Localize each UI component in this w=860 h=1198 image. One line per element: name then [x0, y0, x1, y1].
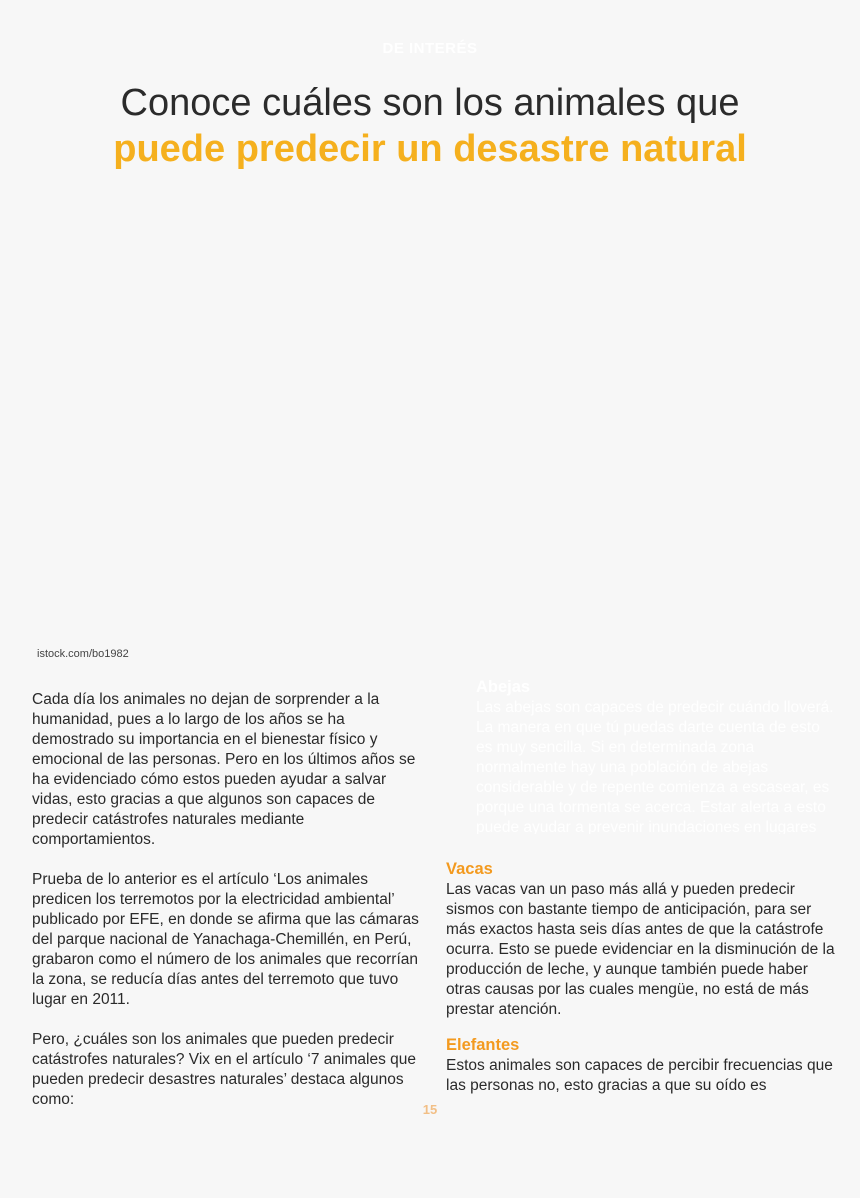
- photo-credit: istock.com/bo1982: [37, 648, 129, 660]
- paragraph-intro: Cada día los animales no dejan de sorprender a la humanidad, pues a lo largo de los años se ha demostrado su importancia en el bienestar físico y emocional de las personas. Pero en los últimos años se ha evidenciado cómo estos pueden ayudar a salvar vidas, esto gracias a que algunos son capaces de predecir catástrofes naturales mediante comportamientos.: [32, 691, 416, 848]
- section-heading-abejas: Abejas: [476, 678, 531, 696]
- section-heading-elefantes: Elefantes: [446, 1036, 520, 1054]
- right-column: [446, 676, 838, 1110]
- left-column: [32, 690, 422, 1130]
- section-body-abejas: Las abejas son capaces de predecir cuándo lloverá. La manera en que tú puedas darte cuenta de esto es muy sencilla. Si en determinada zona normalmente hay una población de abejas considerable y de repente comienza a escasear, es porque una tormenta se acerca. Estar alerta a esto puede ayudar a prevenir inundaciones en lugares: [476, 699, 834, 834]
- section-abejas: [476, 676, 838, 834]
- section-vacas: [446, 858, 838, 1020]
- page-title-line1: Conoce cuáles son los animales que: [120, 82, 740, 124]
- article-photo: [30, 190, 830, 640]
- section-elefantes: [446, 1034, 838, 1096]
- section-heading-vacas: Vacas: [446, 860, 493, 878]
- section-body-elefantes: Estos animales son capaces de percibir frecuencias que las personas no, esto gracias a que su oído es: [446, 1057, 833, 1094]
- page-title-line2: puede predecir un desastre natural: [113, 128, 747, 170]
- section-tag: DE INTERÉS: [382, 40, 478, 57]
- paragraph-evidence: Prueba de lo anterior es el artículo ‘Los animales predicen los terremotos por la electricidad ambiental’ publicado por EFE, en donde se afirma que las cámaras del parque nacional de Yanachaga-Chemillén, en Perú, grabaron como el número de los animales que recorrían la zona, se reducía días antes del terremoto que tuvo lugar en 2011.: [32, 871, 419, 1008]
- page-number: 15: [422, 1102, 438, 1117]
- paragraph-question: Pero, ¿cuáles son los animales que pueden predecir catástrofes naturales? Vix en el artículo ‘7 animales que pueden predecir desastres naturales’ destaca algunos como:: [32, 1031, 416, 1108]
- section-body-vacas: Las vacas van un paso más allá y pueden predecir sismos con bastante tiempo de anticipación, para ser más exactos hasta seis días antes de que la catástrofe ocurra. Esto se puede evidenciar en la disminución de la producción de leche, y aunque también puede haber otras causas por las cuales mengüe, no está de más prestar atención.: [446, 881, 835, 1018]
